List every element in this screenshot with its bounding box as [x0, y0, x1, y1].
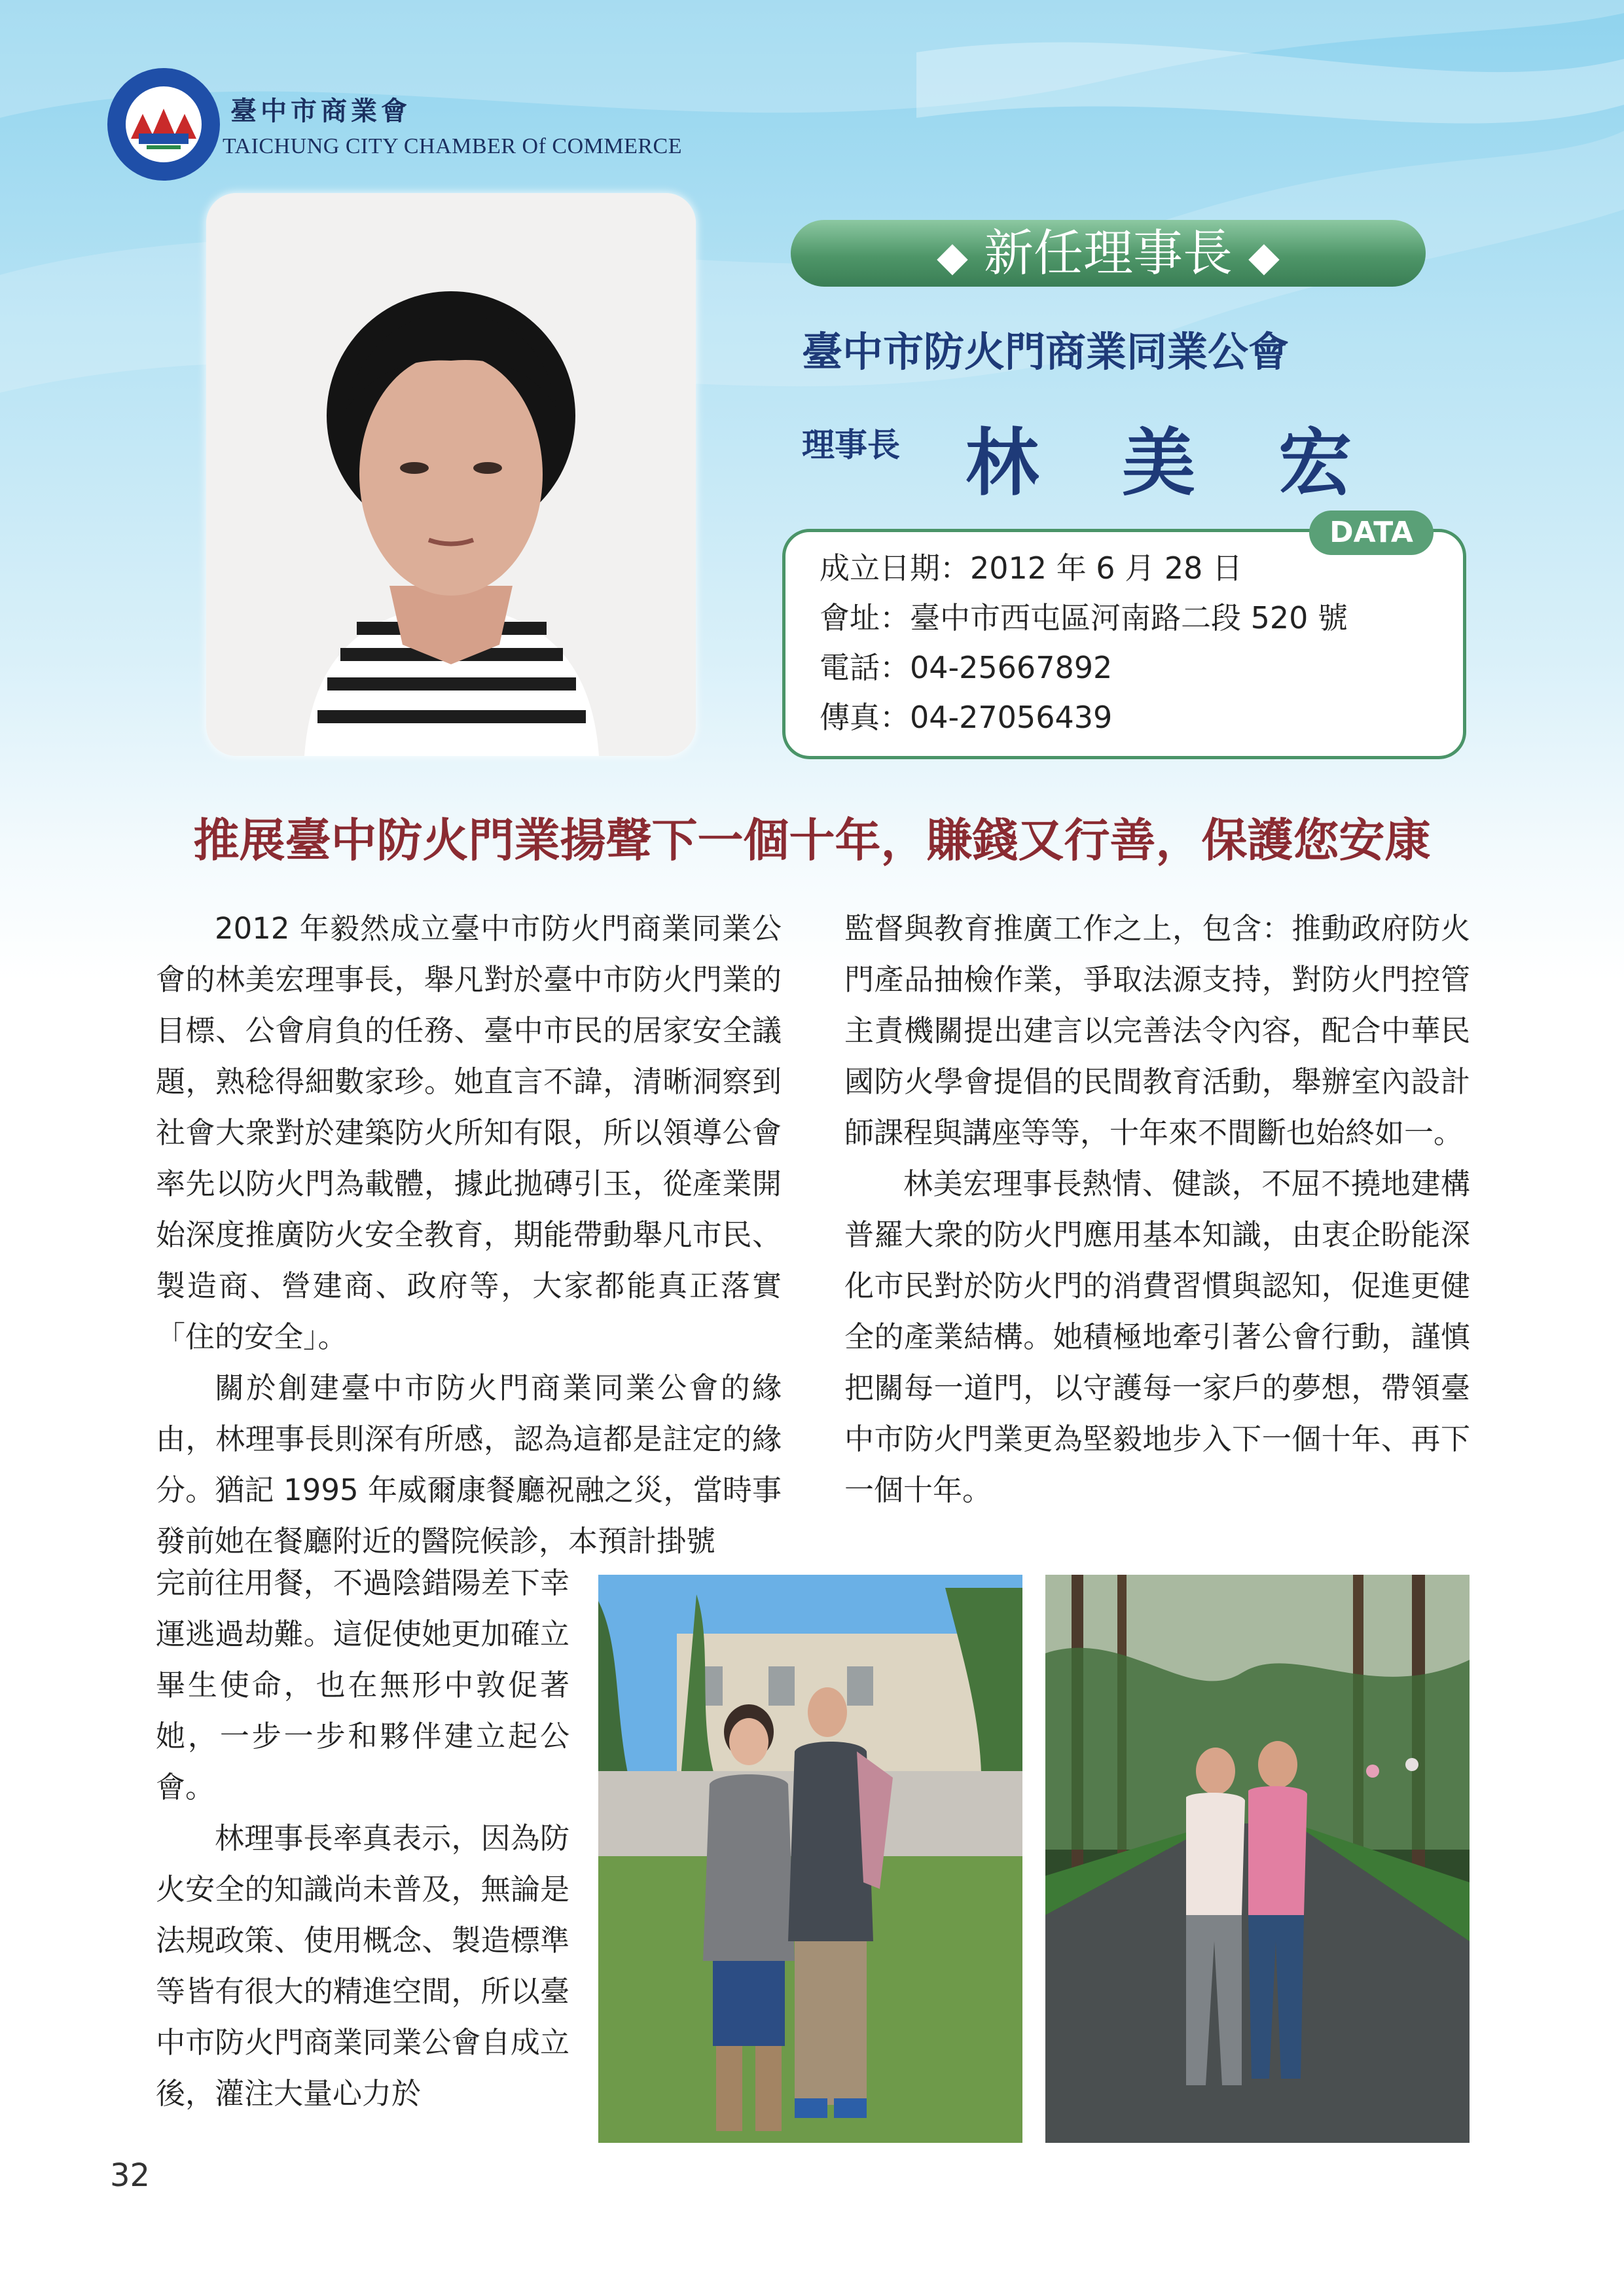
- fax: 傳真：04-27056439: [820, 700, 1113, 735]
- diamond-right-icon: ◆: [1248, 232, 1280, 280]
- banner-label: 新任理事長: [984, 224, 1233, 282]
- paragraph-4: 監督與教育推廣工作之上，包含：推動政府防火門產品抽檢作業，爭取法源支持，對防火門控管主責機關提出建言以完善法令內容，配合中華民國防火學會提倡的民間教育活動，舉辦室內設計師課程與講座等等，十年來不間斷也始終如一。: [844, 911, 1470, 1150]
- paragraph-5: 林美宏理事長熱情、健談，不屈不撓地建構普羅大衆的防火門應用基本知識，由衷企盼能深化市民對於防火門的消費習慣與認知，促進更健全的產業結構。她積極地牽引著公會行動，謹慎把關每一道門，以守護每一家戶的夢想，帶領臺中市防火門業更為堅毅地步入下一個十年、再下一個十年。: [844, 1166, 1470, 1507]
- paragraph-2a: 關於創建臺中市防火門商業同業公會的緣由，林理事長則深有所感，認為這都是註定的緣分。猶記 1995 年威爾康餐廳祝融之災，當時事發前她在餐廳附近的醫院候診，本預計掛號: [156, 1371, 782, 1558]
- page-number: 32: [110, 2157, 151, 2194]
- founded-date: 成立日期：2012 年 6 月 28 日: [820, 550, 1242, 586]
- chamber-logo: [105, 65, 223, 183]
- paragraph-1: 2012 年毅然成立臺中市防火門商業同業公會的林美宏理事長，舉凡對於臺中市防火門業的目標、公會肩負的任務、臺中市民的居家安全議題，熟稔得細數家珍。她直言不諱，清晰洞察到社會大衆對於建築防火所知有限，所以領導公會率先以防火門為載體，據此拋磚引玉，從產業開始深度推廣防火安全教育，期能帶動舉凡市民、製造商、營建商、政府等，大家都能真正落實「住的安全」。: [156, 911, 782, 1354]
- article-headline: 推展臺中防火門業揚聲下一個十年，賺錢又行善，保護您安康: [193, 813, 1431, 867]
- new-chairman-banner: [791, 220, 1426, 287]
- paragraph-2b: 完前往用餐，不過陰錯陽差下幸運逃過劫難。這促使她更加確立畢生使命，也在無形中敦促著她，一步一步和夥伴建立起公會。: [156, 1566, 569, 1804]
- person-name: 林 美 宏: [965, 420, 1380, 506]
- phone: 電話：04-25667892: [820, 650, 1113, 685]
- left-column-narrow: [156, 1558, 569, 2119]
- left-column: [156, 903, 782, 1567]
- org-name-cn: 臺中市商業會: [230, 96, 411, 126]
- role-label: 理事長: [802, 426, 900, 464]
- data-tag: DATA: [1309, 511, 1434, 555]
- right-column: [844, 903, 1470, 1516]
- association-name: 臺中市防火門商業同業公會: [802, 328, 1290, 376]
- paragraph-3: 林理事長率真表示，因為防火安全的知識尚未普及，無論是法規政策、使用概念、製造標準等皆有很大的精進空間，所以臺中市防火門商業同業公會自成立後，灌注大量心力於: [156, 1821, 569, 2111]
- portrait-photo: [206, 193, 696, 756]
- org-name-en: TAICHUNG CITY CHAMBER Of COMMERCE: [223, 134, 682, 158]
- diamond-left-icon: ◆: [937, 232, 968, 280]
- couple-photo: [598, 1575, 1022, 2143]
- address: 會址：臺中市西屯區河南路二段 520 號: [820, 600, 1348, 636]
- forest-walk-photo: [1045, 1575, 1470, 2143]
